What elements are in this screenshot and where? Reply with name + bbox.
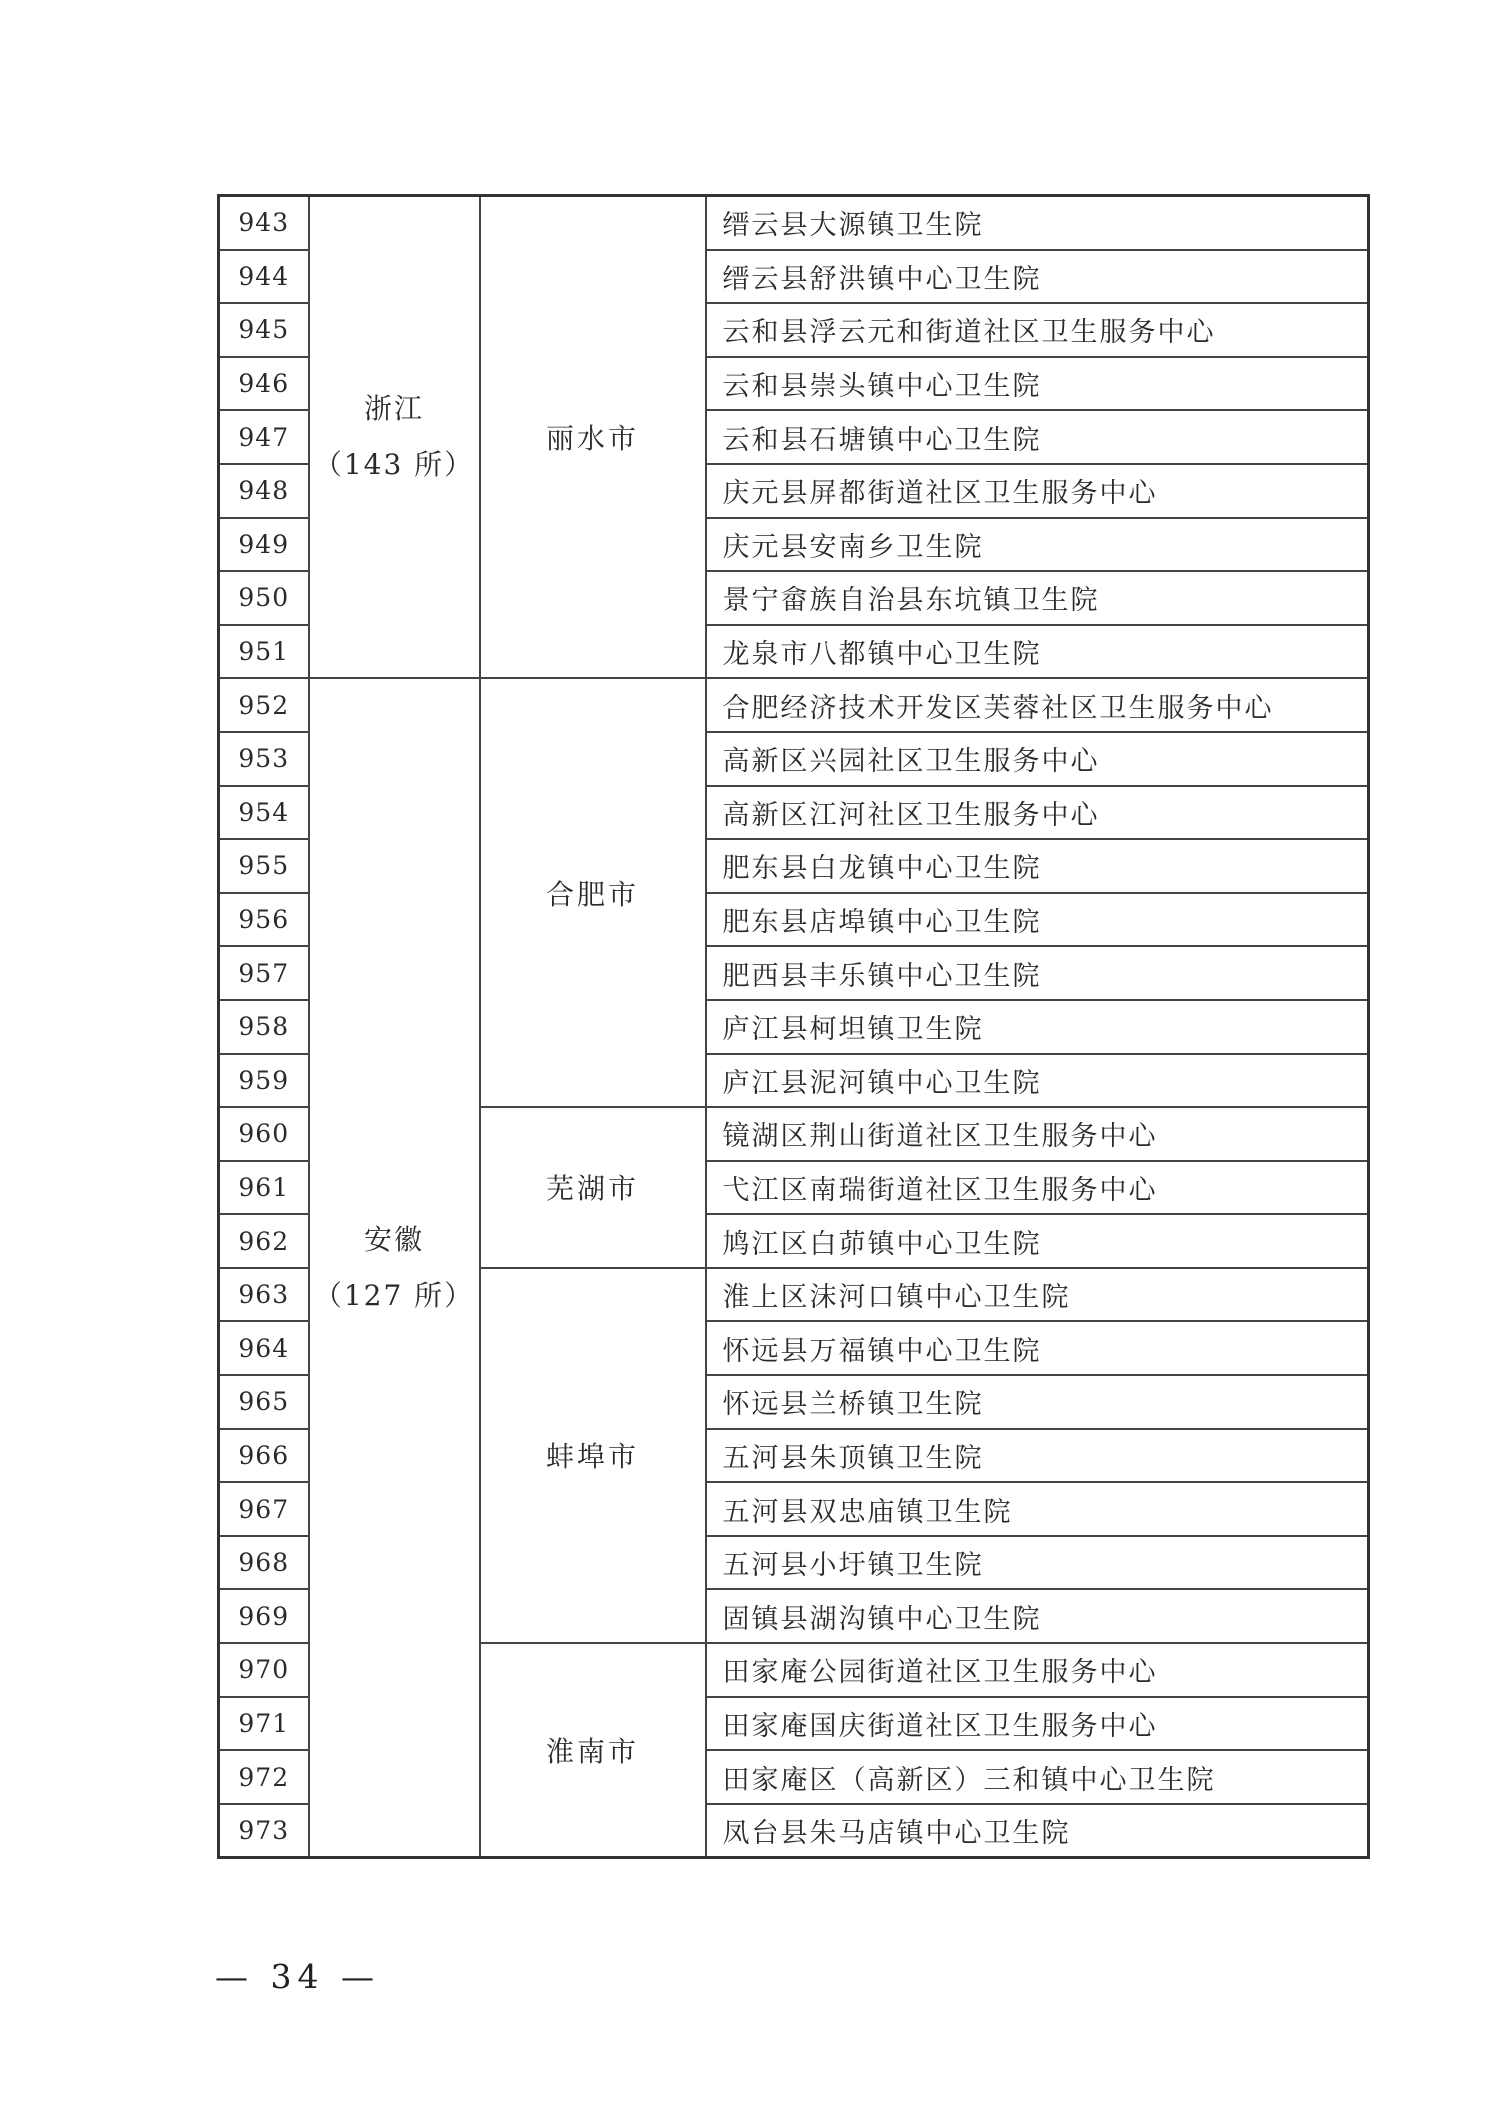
row-number: 945 — [219, 303, 309, 357]
row-number: 943 — [219, 196, 309, 250]
row-number: 963 — [219, 1268, 309, 1322]
row-number: 958 — [219, 1000, 309, 1054]
row-number: 956 — [219, 893, 309, 947]
row-number: 971 — [219, 1697, 309, 1751]
row-number: 965 — [219, 1375, 309, 1429]
institution-name: 缙云县舒洪镇中心卫生院 — [706, 250, 1369, 304]
institution-name: 五河县朱顶镇卫生院 — [706, 1429, 1369, 1483]
city-cell: 芜湖市 — [480, 1107, 706, 1268]
row-number: 970 — [219, 1643, 309, 1697]
institution-name: 云和县浮云元和街道社区卫生服务中心 — [706, 303, 1369, 357]
row-number: 959 — [219, 1054, 309, 1108]
institution-name: 龙泉市八都镇中心卫生院 — [706, 625, 1369, 679]
city-cell: 合肥市 — [480, 678, 706, 1107]
institution-name: 庐江县柯坦镇卫生院 — [706, 1000, 1369, 1054]
province-count: （127 所） — [313, 1278, 475, 1312]
city-cell: 淮南市 — [480, 1643, 706, 1858]
city-cell: 丽水市 — [480, 196, 706, 679]
province-name: 安徽 — [363, 1222, 424, 1256]
institution-name: 缙云县大源镇卫生院 — [706, 196, 1369, 250]
row-number: 952 — [219, 678, 309, 732]
row-number: 949 — [219, 518, 309, 572]
row-number: 957 — [219, 946, 309, 1000]
institution-name: 怀远县兰桥镇卫生院 — [706, 1375, 1369, 1429]
institution-name: 高新区兴园社区卫生服务中心 — [706, 732, 1369, 786]
row-number: 954 — [219, 786, 309, 840]
institution-name: 五河县小圩镇卫生院 — [706, 1536, 1369, 1590]
institution-name: 田家庵国庆街道社区卫生服务中心 — [706, 1697, 1369, 1751]
row-number: 968 — [219, 1536, 309, 1590]
institution-name: 庆元县安南乡卫生院 — [706, 518, 1369, 572]
institution-name: 肥东县店埠镇中心卫生院 — [706, 893, 1369, 947]
institution-name: 弋江区南瑞街道社区卫生服务中心 — [706, 1161, 1369, 1215]
page-number: — 34 — — [215, 1957, 380, 1996]
row-number: 961 — [219, 1161, 309, 1215]
institution-name: 云和县崇头镇中心卫生院 — [706, 357, 1369, 411]
row-number: 946 — [219, 357, 309, 411]
institution-name: 庆元县屏都街道社区卫生服务中心 — [706, 464, 1369, 518]
row-number: 953 — [219, 732, 309, 786]
institution-name: 景宁畲族自治县东坑镇卫生院 — [706, 571, 1369, 625]
province-cell — [309, 678, 480, 1858]
institution-name: 云和县石塘镇中心卫生院 — [706, 410, 1369, 464]
row-number: 947 — [219, 410, 309, 464]
institution-name: 五河县双忠庙镇卫生院 — [706, 1482, 1369, 1536]
row-number: 966 — [219, 1429, 309, 1483]
province-count: （143 所） — [313, 448, 475, 482]
row-number: 950 — [219, 571, 309, 625]
row-number: 962 — [219, 1214, 309, 1268]
institution-name: 怀远县万福镇中心卫生院 — [706, 1321, 1369, 1375]
row-number: 972 — [219, 1750, 309, 1804]
province-name: 浙江 — [363, 392, 424, 426]
row-number: 967 — [219, 1482, 309, 1536]
institution-name: 固镇县湖沟镇中心卫生院 — [706, 1589, 1369, 1643]
institution-name: 田家庵区（高新区）三和镇中心卫生院 — [706, 1750, 1369, 1804]
row-number: 960 — [219, 1107, 309, 1161]
row-number: 944 — [219, 250, 309, 304]
institution-name: 田家庵公园街道社区卫生服务中心 — [706, 1643, 1369, 1697]
institution-name: 合肥经济技术开发区芙蓉社区卫生服务中心 — [706, 678, 1369, 732]
row-number: 951 — [219, 625, 309, 679]
institution-name: 庐江县泥河镇中心卫生院 — [706, 1054, 1369, 1108]
institution-name: 高新区江河社区卫生服务中心 — [706, 786, 1369, 840]
institution-name: 凤台县朱马店镇中心卫生院 — [706, 1804, 1369, 1858]
institution-name: 鸠江区白茆镇中心卫生院 — [706, 1214, 1369, 1268]
institution-table — [217, 194, 1370, 1859]
institution-name: 镜湖区荆山街道社区卫生服务中心 — [706, 1107, 1369, 1161]
row-number: 955 — [219, 839, 309, 893]
row-number: 964 — [219, 1321, 309, 1375]
row-number: 969 — [219, 1589, 309, 1643]
institution-name: 淮上区沫河口镇中心卫生院 — [706, 1268, 1369, 1322]
city-cell: 蚌埠市 — [480, 1268, 706, 1643]
institution-name: 肥西县丰乐镇中心卫生院 — [706, 946, 1369, 1000]
table-row — [219, 678, 1369, 732]
institution-name: 肥东县白龙镇中心卫生院 — [706, 839, 1369, 893]
province-cell — [309, 196, 480, 679]
row-number: 973 — [219, 1804, 309, 1858]
table-row — [219, 196, 1369, 250]
row-number: 948 — [219, 464, 309, 518]
